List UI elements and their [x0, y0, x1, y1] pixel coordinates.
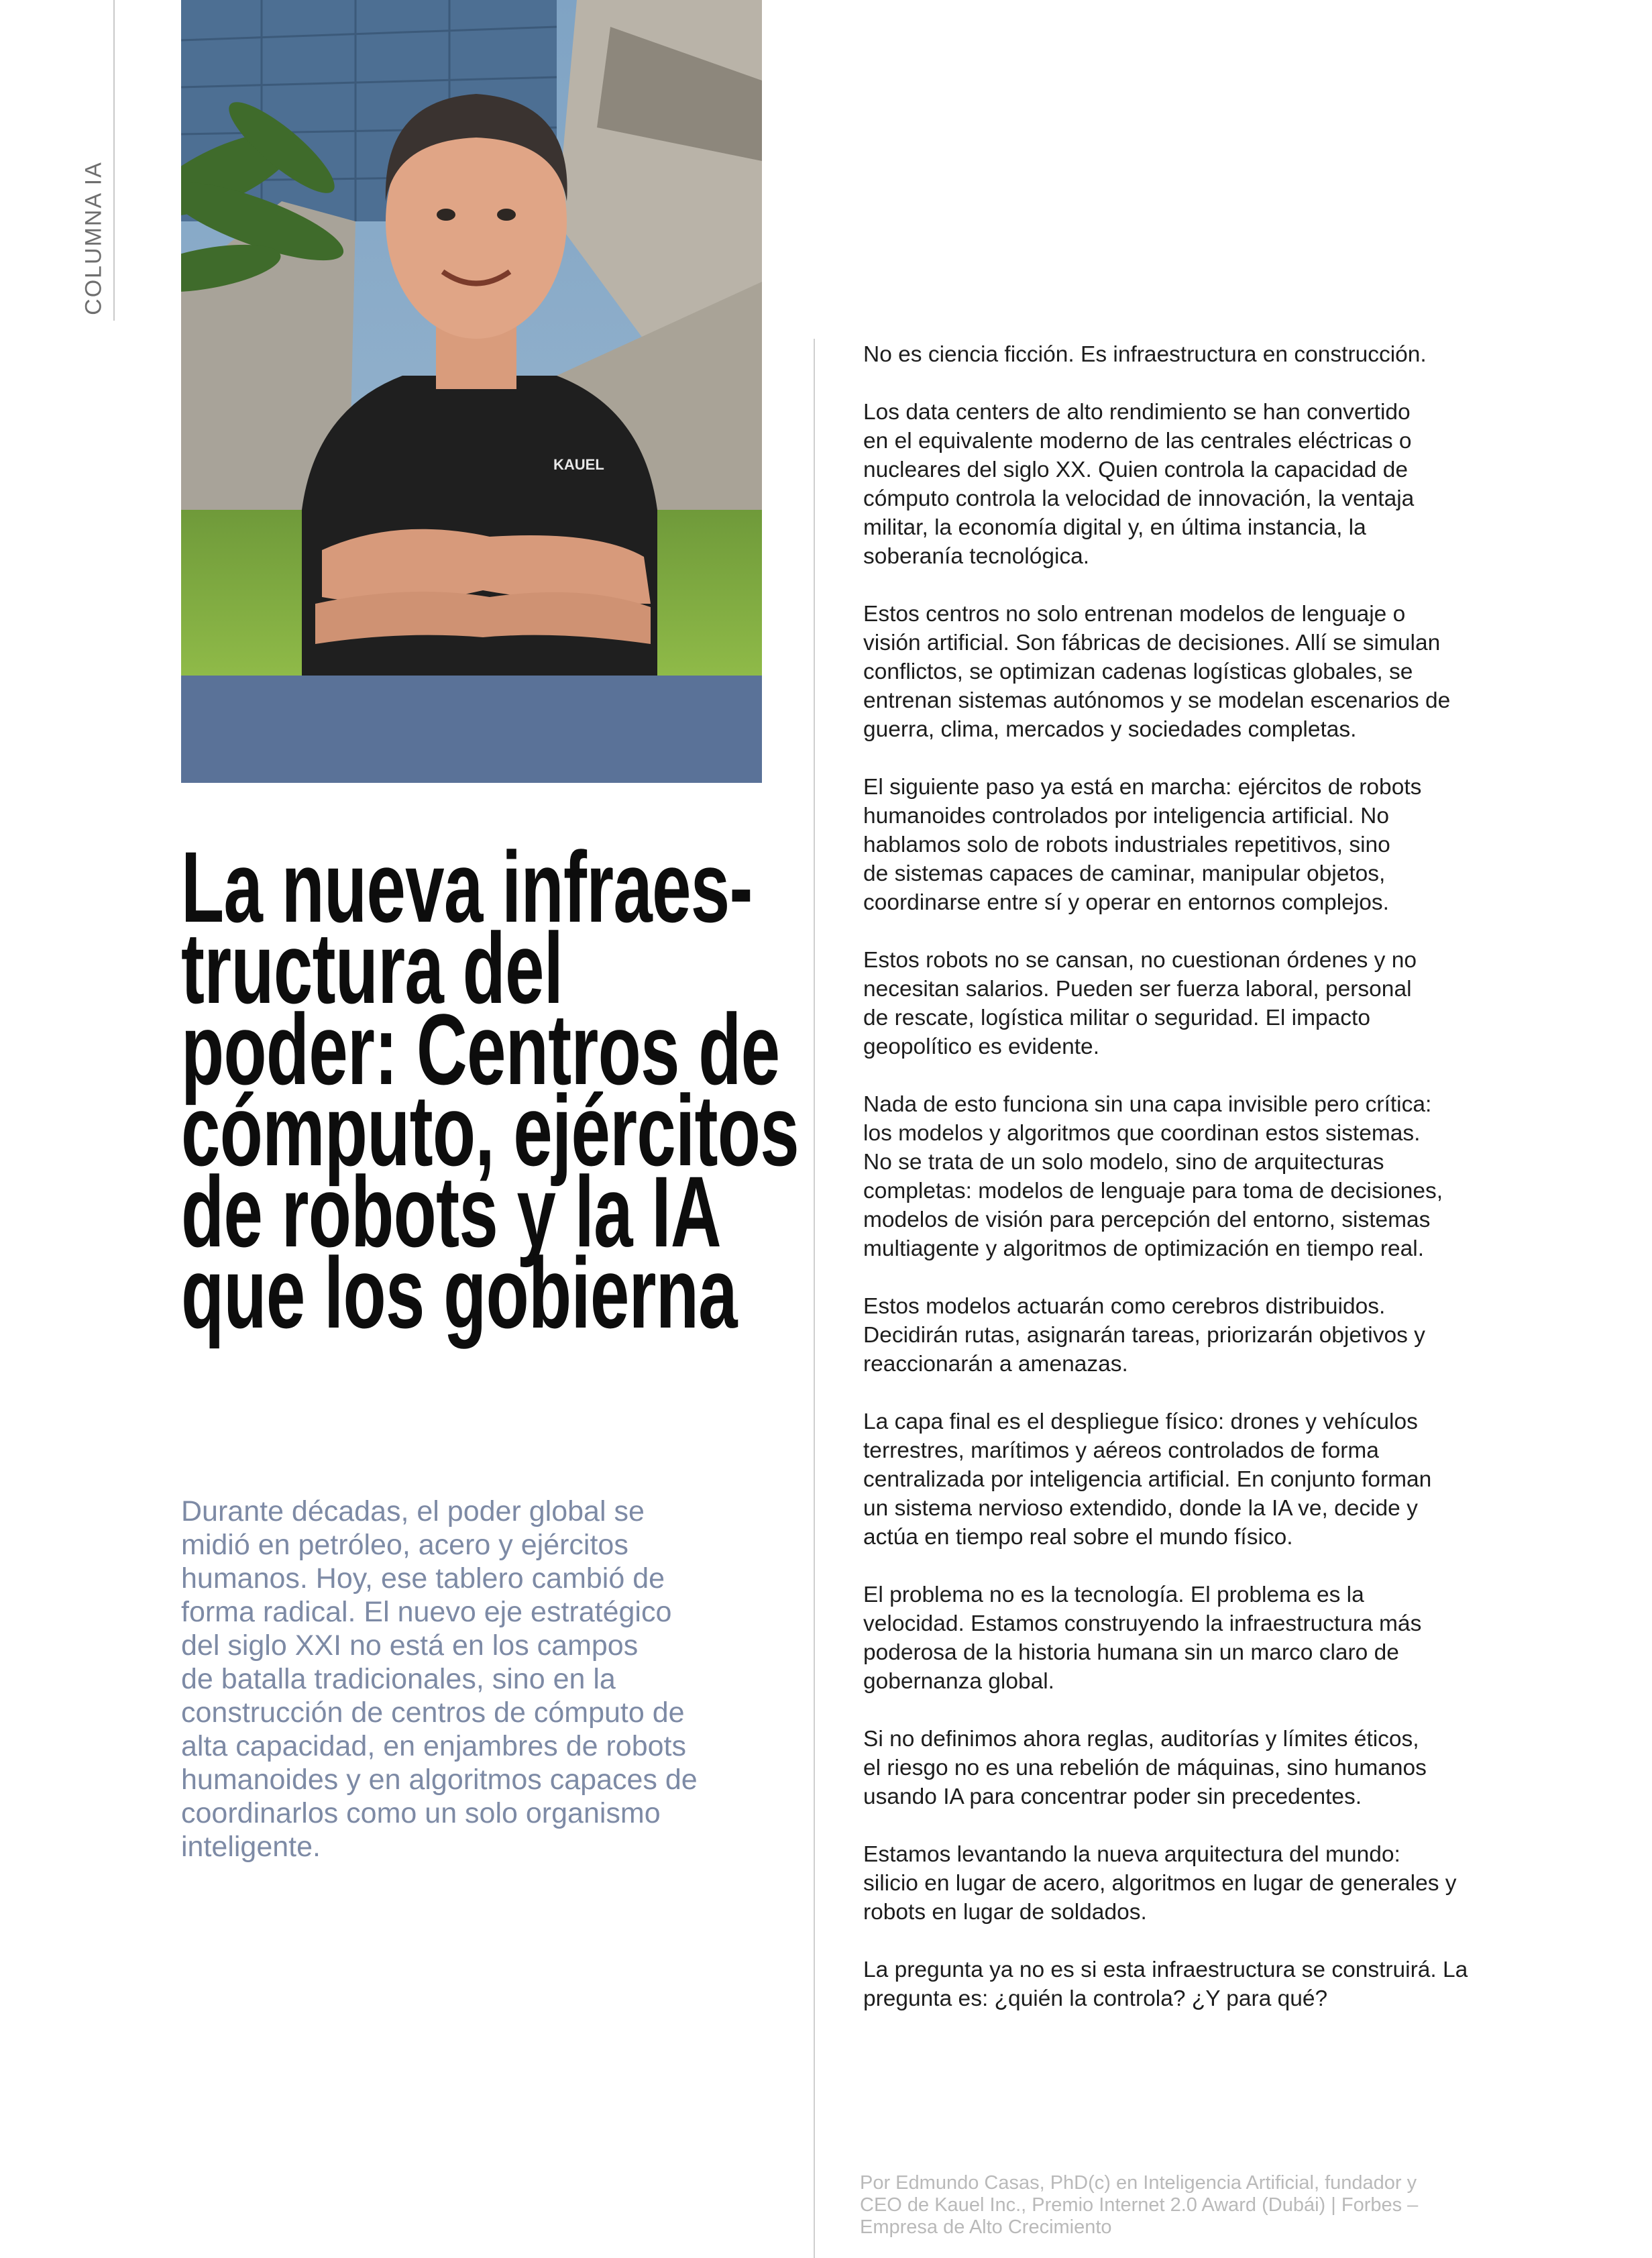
body-paragraph [863, 1090, 1507, 1263]
photo-accent-band [181, 676, 762, 783]
body-paragraph [863, 398, 1507, 571]
body-line: un sistema nervioso extendido, donde la IA ve, decide y [863, 1496, 1418, 1521]
body-line: pregunta es: ¿quién la controla? ¿Y para qué? [863, 1986, 1328, 2011]
body-line: Estos robots no se cansan, no cuestionan órdenes y no [863, 948, 1417, 973]
lede-line: Durante décadas, el poder global se [181, 1495, 645, 1527]
lede-line: de batalla tradicionales, sino en la [181, 1663, 616, 1695]
body-line: Estamos levantando la nueva arquitectura del mundo: [863, 1842, 1400, 1867]
body-line: usando IA para concentrar poder sin precedentes. [863, 1784, 1362, 1809]
article-lede [181, 1495, 738, 1864]
body-line: visión artificial. Son fábricas de decisiones. Allí se simulan [863, 631, 1441, 655]
body-line: modelos de visión para percepción del entorno, sistemas [863, 1207, 1431, 1232]
headline-line: que los gobierna [181, 1236, 737, 1349]
lede-line: humanoides y en algoritmos capaces de [181, 1764, 698, 1796]
body-line: No se trata de un solo modelo, sino de arquitecturas [863, 1150, 1384, 1175]
section-label [74, 158, 114, 319]
lede-line: construcción de centros de cómputo de [181, 1697, 685, 1729]
body-paragraph [863, 340, 1507, 369]
lede-line: alta capacidad, en enjambres de robots [181, 1730, 686, 1762]
body-line: en el equivalente moderno de las centrales eléctricas o [863, 429, 1412, 453]
body-line: velocidad. Estamos construyendo la infraestructura más [863, 1611, 1422, 1636]
body-line: Nada de esto funciona sin una capa invisible pero crítica: [863, 1092, 1432, 1117]
lede-line: midió en petróleo, acero y ejércitos [181, 1529, 628, 1561]
headline-line: de robots y la IA [181, 1155, 721, 1268]
body-paragraph [863, 946, 1507, 1061]
byline-line: CEO de Kauel Inc., Premio Internet 2.0 Award (Dubái) | Forbes – [860, 2194, 1419, 2216]
body-line: de sistemas capaces de caminar, manipular objetos, [863, 861, 1386, 886]
body-line: el riesgo no es una rebelión de máquinas, sino humanos [863, 1756, 1427, 1780]
body-line: poderosa de la historia humana sin un marco claro de [863, 1640, 1399, 1665]
body-line: reaccionarán a amenazas. [863, 1352, 1128, 1377]
lede-line: inteligente. [181, 1831, 321, 1863]
body-line: Estos centros no solo entrenan modelos de lenguaje o [863, 602, 1406, 627]
body-line: guerra, clima, mercados y sociedades completas. [863, 717, 1357, 742]
body-line: centralizada por inteligencia artificial. En conjunto forman [863, 1467, 1432, 1492]
body-line: La pregunta ya no es si esta infraestructura se construirá. La [863, 1957, 1468, 1982]
body-line: humanoides controlados por inteligencia artificial. No [863, 804, 1389, 828]
article-body [863, 340, 1507, 2042]
body-paragraph [863, 600, 1507, 744]
headline-line: poder: Centros de [181, 993, 780, 1106]
body-line: gobernanza global. [863, 1669, 1054, 1694]
body-line: geopolítico es evidente. [863, 1034, 1099, 1059]
section-label-text: COLUMNA IA [80, 161, 107, 315]
body-line: terrestres, marítimos y aéreos controlados de forma [863, 1438, 1379, 1463]
body-paragraph [863, 1840, 1507, 1927]
body-line: actúa en tiempo real sobre el mundo físico. [863, 1525, 1293, 1550]
body-line: silicio en lugar de acero, algoritmos en lugar de generales y [863, 1871, 1457, 1896]
body-line: conflictos, se optimizan cadenas logísticas globales, se [863, 659, 1413, 684]
body-line: Estos modelos actuarán como cerebros distribuidos. [863, 1294, 1386, 1319]
body-line: El siguiente paso ya está en marcha: ejércitos de robots [863, 775, 1422, 800]
body-paragraph [863, 1407, 1507, 1552]
body-line: entrenan sistemas autónomos y se modelan escenarios de [863, 688, 1451, 713]
body-line: hablamos solo de robots industriales repetitivos, sino [863, 832, 1390, 857]
byline-line: Por Edmundo Casas, PhD(c) en Inteligencia Artificial, fundador y [860, 2172, 1417, 2194]
lede-line: humanos. Hoy, ese tablero cambió de [181, 1562, 665, 1595]
body-line: Los data centers de alto rendimiento se han convertido [863, 400, 1411, 425]
body-paragraph [863, 1292, 1507, 1379]
column-divider [814, 339, 815, 2258]
body-line: de rescate, logística militar o seguridad. El impacto [863, 1006, 1370, 1030]
body-line: La capa final es el despliegue físico: drones y vehículos [863, 1409, 1418, 1434]
body-line: robots en lugar de soldados. [863, 1900, 1147, 1925]
lede-line: coordinarlos como un solo organismo [181, 1797, 661, 1829]
body-line: cómputo controla la velocidad de innovación, la ventaja [863, 486, 1415, 511]
body-paragraph [863, 1725, 1507, 1811]
body-line: completas: modelos de lenguaje para toma de decisiones, [863, 1179, 1443, 1203]
body-line: necesitan salarios. Pueden ser fuerza laboral, personal [863, 977, 1412, 1002]
author-photo [181, 0, 762, 676]
body-line: militar, la economía digital y, en última instancia, la [863, 515, 1366, 540]
body-paragraph [863, 1955, 1507, 2013]
headline-line: cómputo, ejércitos [181, 1074, 799, 1187]
body-line: No es ciencia ficción. Es infraestructura en construcción. [863, 342, 1427, 367]
byline-line: Empresa de Alto Crecimiento [860, 2216, 1112, 2238]
lede-line: del siglo XXI no está en los campos [181, 1629, 639, 1662]
body-line: los modelos y algoritmos que coordinan estos sistemas. [863, 1121, 1421, 1146]
body-line: Si no definimos ahora reglas, auditorías y límites éticos, [863, 1727, 1419, 1752]
body-line: El problema no es la tecnología. El problema es la [863, 1582, 1364, 1607]
shirt-logo: KAUEL [553, 456, 604, 473]
body-paragraph [863, 773, 1507, 917]
headline-line: La nueva infraes- [181, 830, 753, 943]
body-line: nucleares del siglo XX. Quien controla la capacidad de [863, 458, 1408, 482]
article-headline [181, 830, 799, 1349]
body-line: soberanía tecnológica. [863, 544, 1090, 569]
body-line: Decidirán rutas, asignarán tareas, priorizarán objetivos y [863, 1323, 1425, 1348]
lede-line: forma radical. El nuevo eje estratégico [181, 1596, 672, 1628]
body-line: coordinarse entre sí y operar en entornos complejos. [863, 890, 1389, 915]
author-byline [860, 2172, 1504, 2239]
headline-line: tructura del [181, 912, 563, 1024]
body-line: multiagente y algoritmos de optimización en tiempo real. [863, 1236, 1425, 1261]
body-paragraph [863, 1580, 1507, 1696]
section-divider [113, 0, 115, 321]
